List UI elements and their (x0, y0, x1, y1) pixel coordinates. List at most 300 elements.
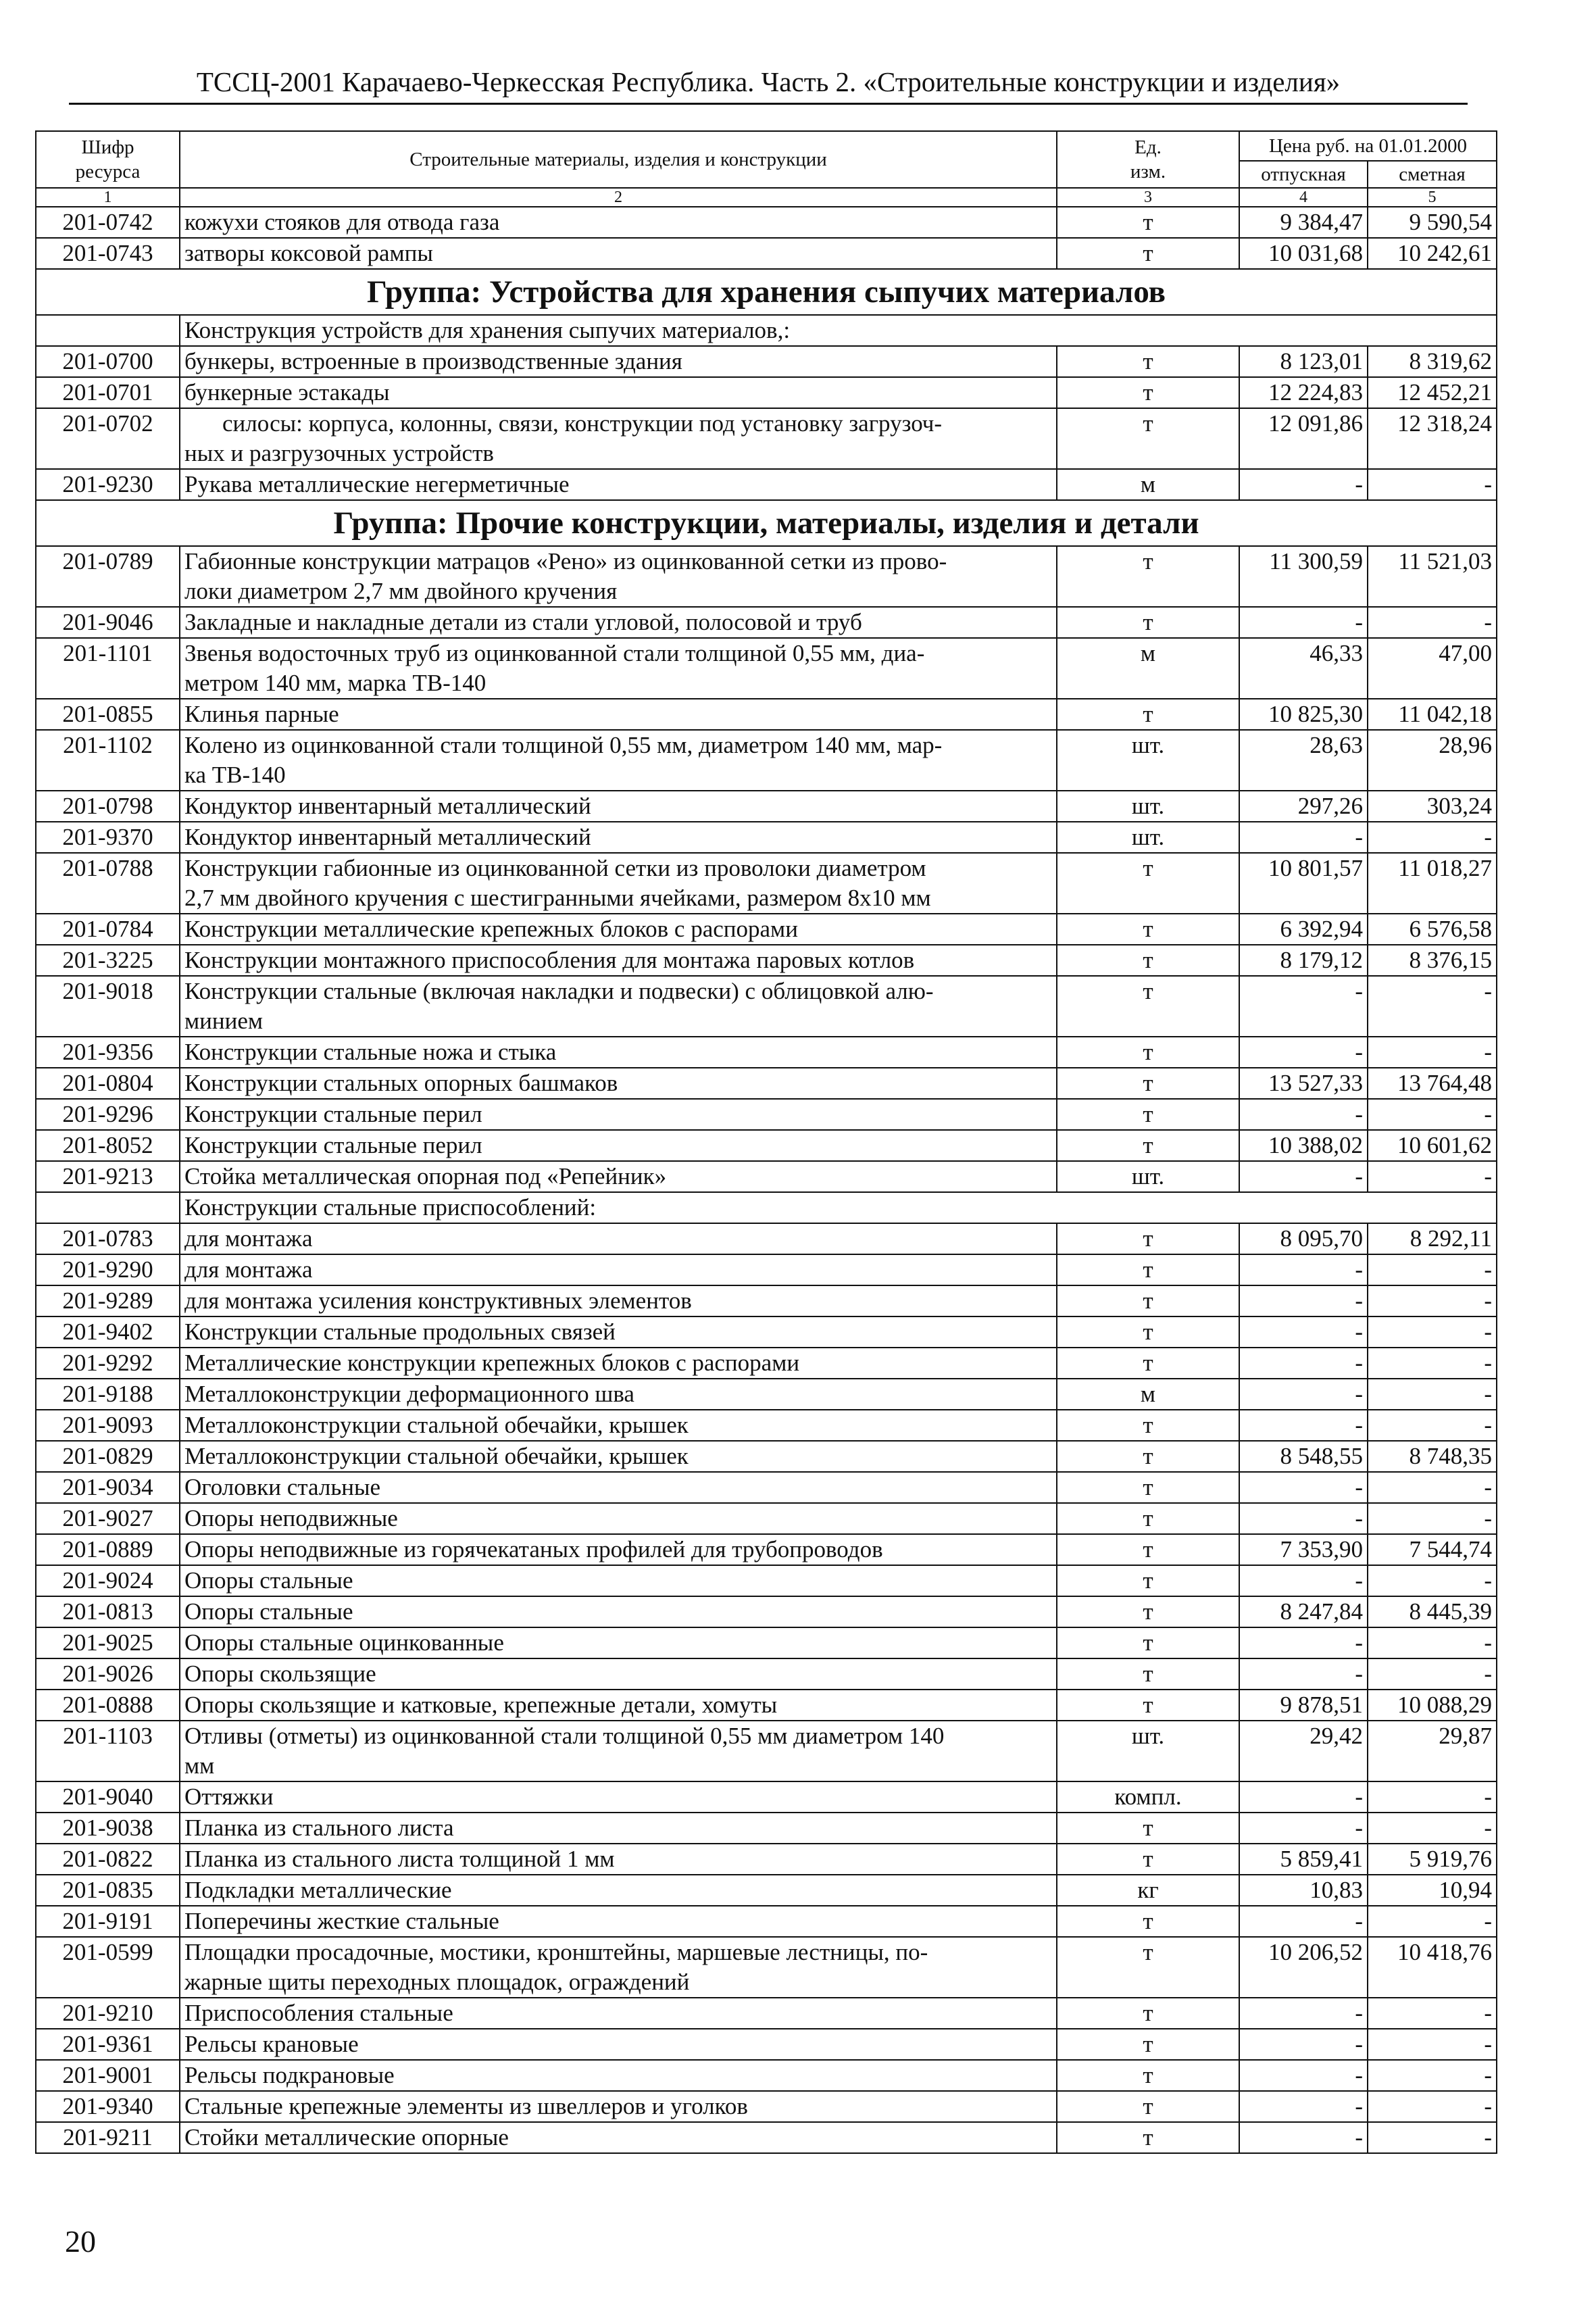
release-price: 12 224,83 (1239, 377, 1368, 408)
description-line: мм (184, 1752, 215, 1779)
estimate-price: 8 376,15 (1368, 945, 1497, 976)
table-row (36, 1254, 1497, 1285)
table-row (36, 207, 1497, 238)
release-price: - (1239, 1472, 1368, 1503)
resource-code: 201-9093 (36, 1410, 180, 1441)
resource-code: 201-9188 (36, 1379, 180, 1410)
item-description (180, 730, 1057, 791)
release-price: - (1239, 2060, 1368, 2091)
item-description (180, 1721, 1057, 1781)
release-price: - (1239, 1099, 1368, 1130)
item-description (180, 2091, 1057, 2122)
item-description (180, 1534, 1057, 1565)
estimate-price: 8 748,35 (1368, 1441, 1497, 1472)
group-header-row (36, 269, 1497, 315)
table-row (36, 945, 1497, 976)
description-line: затворы коксовой рампы (184, 240, 433, 266)
release-price: - (1239, 1410, 1368, 1441)
item-description (180, 1503, 1057, 1534)
description-line: Звенья водосточных труб из оцинкованной стали толщиной 0,55 мм, диа- (184, 640, 925, 666)
description-line: Кондуктор инвентарный металлический (184, 793, 591, 819)
unit-cell: т (1057, 1472, 1239, 1503)
resource-code: 201-0700 (36, 346, 180, 377)
resource-code: 201-9289 (36, 1285, 180, 1316)
estimate-price: - (1368, 1565, 1497, 1596)
resource-code: 201-9296 (36, 1099, 180, 1130)
unit-cell: шт. (1057, 822, 1239, 853)
table-row (36, 1596, 1497, 1627)
estimate-price: - (1368, 1906, 1497, 1937)
unit-cell: т (1057, 1130, 1239, 1161)
release-price: - (1239, 1161, 1368, 1192)
table-row (36, 730, 1497, 791)
item-description (180, 1844, 1057, 1875)
resource-code: 201-0829 (36, 1441, 180, 1472)
table-row (36, 1690, 1497, 1721)
unit-cell: т (1057, 976, 1239, 1037)
item-description (180, 1223, 1057, 1254)
release-price: 10 825,30 (1239, 699, 1368, 730)
estimate-price: - (1368, 1813, 1497, 1844)
item-description (180, 1658, 1057, 1690)
unit-cell: шт. (1057, 1161, 1239, 1192)
description-line: Кондуктор инвентарный металлический (184, 824, 591, 850)
description-line: для монтажа усиления конструктивных элементов (184, 1287, 692, 1314)
item-description (180, 1472, 1057, 1503)
estimate-price: - (1368, 2091, 1497, 2122)
unit-cell: т (1057, 2029, 1239, 2060)
resource-code: 201-9356 (36, 1037, 180, 1068)
item-description (180, 1813, 1057, 1844)
group-header-row (36, 500, 1497, 546)
resource-code: 201-1101 (36, 638, 180, 699)
unit-cell: т (1057, 1410, 1239, 1441)
item-description (180, 1161, 1057, 1192)
description-line: Опоры стальные (184, 1567, 353, 1594)
release-price: 10 206,52 (1239, 1937, 1368, 1998)
estimate-price: - (1368, 1998, 1497, 2029)
estimate-price: 5 919,76 (1368, 1844, 1497, 1875)
resource-code: 201-0743 (36, 238, 180, 269)
resource-code: 201-0804 (36, 1068, 180, 1099)
description-line: Опоры неподвижные (184, 1505, 398, 1531)
release-price: 8 548,55 (1239, 1441, 1368, 1472)
table-row (36, 1285, 1497, 1316)
item-description (180, 207, 1057, 238)
item-description (180, 1410, 1057, 1441)
description-line: Конструкции габионные из оцинкованной сетки из проволоки диаметром (184, 855, 926, 881)
estimate-price: - (1368, 1316, 1497, 1348)
description-line: Рельсы подкрановые (184, 2062, 395, 2088)
estimate-price: - (1368, 2122, 1497, 2153)
estimate-price: - (1368, 607, 1497, 638)
unit-cell: т (1057, 2060, 1239, 2091)
description-line: Планка из стального листа толщиной 1 мм (184, 1846, 615, 1872)
item-description (180, 1316, 1057, 1348)
unit-cell: т (1057, 1316, 1239, 1348)
table-row (36, 2122, 1497, 2153)
item-description (180, 853, 1057, 914)
resource-code: 201-9211 (36, 2122, 180, 2153)
release-price: 10 031,68 (1239, 238, 1368, 269)
estimate-price: 9 590,54 (1368, 207, 1497, 238)
col-head-release: отпускная (1239, 161, 1368, 188)
resource-code: 201-9040 (36, 1781, 180, 1813)
resource-code: 201-9018 (36, 976, 180, 1037)
estimate-price: - (1368, 1627, 1497, 1658)
description-line: Конструкции стальные перил (184, 1101, 482, 1127)
description-line: жарные щиты переходных площадок, ограждений (184, 1969, 690, 1995)
table-row (36, 976, 1497, 1037)
unit-cell: т (1057, 1658, 1239, 1690)
col-head-unit-line1: Ед. (1134, 137, 1162, 158)
resource-code: 201-0798 (36, 791, 180, 822)
unit-cell: т (1057, 853, 1239, 914)
release-price: 13 527,33 (1239, 1068, 1368, 1099)
item-description (180, 1037, 1057, 1068)
resource-code: 201-0888 (36, 1690, 180, 1721)
release-price: 6 392,94 (1239, 914, 1368, 945)
table-row (36, 853, 1497, 914)
item-description (180, 1565, 1057, 1596)
release-price: - (1239, 1379, 1368, 1410)
unit-cell: т (1057, 1099, 1239, 1130)
col-number-5: 5 (1368, 188, 1497, 207)
description-line: Металлические конструкции крепежных блоков с распорами (184, 1350, 800, 1376)
unit-cell: т (1057, 2091, 1239, 2122)
table-row (36, 1875, 1497, 1906)
estimate-price: - (1368, 822, 1497, 853)
description-line: Конструкции стальные ножа и стыка (184, 1039, 557, 1065)
resource-code: 201-0788 (36, 853, 180, 914)
description-line: для монтажа (184, 1256, 313, 1283)
release-price: 9 878,51 (1239, 1690, 1368, 1721)
resource-code: 201-9038 (36, 1813, 180, 1844)
description-line: Конструкции монтажного приспособления для монтажа паровых котлов (184, 947, 915, 973)
item-description (180, 1254, 1057, 1285)
unit-cell: т (1057, 945, 1239, 976)
release-price: - (1239, 1254, 1368, 1285)
item-description (180, 699, 1057, 730)
item-description (180, 914, 1057, 945)
estimate-price: - (1368, 1410, 1497, 1441)
description-line: Металлоконструкции стальной обечайки, крышек (184, 1412, 689, 1438)
resource-code: 201-9034 (36, 1472, 180, 1503)
description-line: Опоры стальные оцинкованные (184, 1629, 504, 1656)
table-row (36, 2091, 1497, 2122)
item-description (180, 1906, 1057, 1937)
table-row (36, 699, 1497, 730)
estimate-price: 10 088,29 (1368, 1690, 1497, 1721)
unit-cell: шт. (1057, 1721, 1239, 1781)
unit-cell: т (1057, 1937, 1239, 1998)
unit-cell: т (1057, 1068, 1239, 1099)
resource-code: 201-1103 (36, 1721, 180, 1781)
release-price: 10 388,02 (1239, 1130, 1368, 1161)
unit-cell: т (1057, 914, 1239, 945)
unit-cell: т (1057, 1285, 1239, 1316)
release-price: - (1239, 1813, 1368, 1844)
description-line: для монтажа (184, 1225, 313, 1252)
estimate-price: 11 521,03 (1368, 546, 1497, 607)
table-row (36, 1781, 1497, 1813)
resource-code: 201-9024 (36, 1565, 180, 1596)
resource-code: 201-0701 (36, 377, 180, 408)
release-price: 10,83 (1239, 1875, 1368, 1906)
unit-cell: т (1057, 1627, 1239, 1658)
description-line: ка ТВ-140 (184, 762, 286, 788)
table-row (36, 1534, 1497, 1565)
item-description (180, 238, 1057, 269)
estimate-price: 28,96 (1368, 730, 1497, 791)
release-price: - (1239, 1316, 1368, 1348)
estimate-price: 303,24 (1368, 791, 1497, 822)
resource-code: 201-9027 (36, 1503, 180, 1534)
table-row (36, 1037, 1497, 1068)
table-row (36, 1379, 1497, 1410)
table-row (36, 914, 1497, 945)
estimate-price: - (1368, 1161, 1497, 1192)
release-price: - (1239, 1906, 1368, 1937)
unit-cell: т (1057, 1813, 1239, 1844)
release-price: 29,42 (1239, 1721, 1368, 1781)
table-row (36, 1998, 1497, 2029)
item-description (180, 346, 1057, 377)
estimate-price: - (1368, 1285, 1497, 1316)
release-price: 12 091,86 (1239, 408, 1368, 469)
table-row (36, 1565, 1497, 1596)
release-price: - (1239, 1998, 1368, 2029)
release-price: - (1239, 469, 1368, 500)
estimate-price: 10,94 (1368, 1875, 1497, 1906)
unit-cell: т (1057, 1348, 1239, 1379)
resource-code: 201-9292 (36, 1348, 180, 1379)
description-line: Стальные крепежные элементы из швеллеров и уголков (184, 2093, 748, 2119)
table-head (36, 131, 1497, 207)
col-head-code-line1: Шифр (81, 137, 134, 158)
unit-cell: т (1057, 1690, 1239, 1721)
estimate-price: 29,87 (1368, 1721, 1497, 1781)
estimate-price: 10 242,61 (1368, 238, 1497, 269)
item-description (180, 2122, 1057, 2153)
unit-cell: шт. (1057, 791, 1239, 822)
group-title: Группа: Прочие конструкции, материалы, изделия и детали (36, 500, 1497, 546)
table-row (36, 1223, 1497, 1254)
subheading-text: Конструкция устройств для хранения сыпучих материалов,: (180, 315, 1497, 346)
resource-code: 201-9210 (36, 1998, 180, 2029)
release-price: - (1239, 976, 1368, 1037)
resource-code: 201-0702 (36, 408, 180, 469)
description-line: Оголовки стальные (184, 1474, 381, 1500)
table-row (36, 1441, 1497, 1472)
resource-code: 201-3225 (36, 945, 180, 976)
unit-cell: т (1057, 1254, 1239, 1285)
estimate-price: 10 601,62 (1368, 1130, 1497, 1161)
col-head-name: Строительные материалы, изделия и конструкции (180, 131, 1057, 188)
resource-code: 201-0813 (36, 1596, 180, 1627)
release-price: - (1239, 1565, 1368, 1596)
item-description (180, 1627, 1057, 1658)
item-description (180, 1348, 1057, 1379)
item-description (180, 1937, 1057, 1998)
resource-code: 201-9191 (36, 1906, 180, 1937)
description-line: Рукава металлические негерметичные (184, 471, 570, 497)
table-row (36, 1316, 1497, 1348)
estimate-price: 47,00 (1368, 638, 1497, 699)
estimate-price: - (1368, 1037, 1497, 1068)
col-head-price: Цена руб. на 01.01.2000 (1239, 131, 1497, 161)
table-row (36, 377, 1497, 408)
table-row (36, 1658, 1497, 1690)
unit-cell: т (1057, 1503, 1239, 1534)
table-row (36, 1068, 1497, 1099)
estimate-price: - (1368, 1348, 1497, 1379)
description-line: Поперечины жесткие стальные (184, 1908, 499, 1934)
resource-code: 201-9340 (36, 2091, 180, 2122)
table-row (36, 1721, 1497, 1781)
resource-code: 201-9370 (36, 822, 180, 853)
resource-code: 201-9402 (36, 1316, 180, 1348)
estimate-price: 11 042,18 (1368, 699, 1497, 730)
unit-cell: м (1057, 638, 1239, 699)
release-price: - (1239, 1285, 1368, 1316)
item-description (180, 408, 1057, 469)
table-row (36, 638, 1497, 699)
release-price: 9 384,47 (1239, 207, 1368, 238)
description-line: бункеры, встроенные в производственные здания (184, 348, 682, 374)
description-line: Колено из оцинкованной стали толщиной 0,55 мм, диаметром 140 мм, мар- (184, 732, 943, 758)
release-price: 8 179,12 (1239, 945, 1368, 976)
description-line: Приспособления стальные (184, 2000, 453, 2026)
description-line: силосы: корпуса, колонны, связи, конструкции под установку загрузоч- (222, 410, 943, 437)
estimate-price: 7 544,74 (1368, 1534, 1497, 1565)
release-price: - (1239, 1658, 1368, 1690)
estimate-price: 10 418,76 (1368, 1937, 1497, 1998)
description-line: кожухи стояков для отвода газа (184, 209, 500, 235)
release-price: 8 247,84 (1239, 1596, 1368, 1627)
item-description (180, 976, 1057, 1037)
estimate-price: 13 764,48 (1368, 1068, 1497, 1099)
item-description (180, 1875, 1057, 1906)
description-line: Закладные и накладные детали из стали угловой, полосовой и труб (184, 609, 862, 635)
item-description (180, 546, 1057, 607)
unit-cell: т (1057, 1037, 1239, 1068)
resource-code: 201-9290 (36, 1254, 180, 1285)
subheading-row (36, 1192, 1497, 1223)
estimate-price: - (1368, 2029, 1497, 2060)
col-number-2: 2 (180, 188, 1057, 207)
unit-cell: шт. (1057, 730, 1239, 791)
unit-cell: т (1057, 2122, 1239, 2153)
resource-code: 201-0789 (36, 546, 180, 607)
col-head-unit (1057, 131, 1239, 188)
unit-cell: т (1057, 1565, 1239, 1596)
resource-code: 201-0835 (36, 1875, 180, 1906)
release-price: - (1239, 822, 1368, 853)
unit-cell: компл. (1057, 1781, 1239, 1813)
resource-code: 201-0742 (36, 207, 180, 238)
resource-code: 201-9213 (36, 1161, 180, 1192)
table-row (36, 791, 1497, 822)
description-line: Стойка металлическая опорная под «Репейник» (184, 1163, 667, 1189)
resource-code: 201-0855 (36, 699, 180, 730)
table-row (36, 1130, 1497, 1161)
item-description (180, 822, 1057, 853)
col-head-code-line2: ресурса (75, 161, 141, 182)
table-row (36, 1161, 1497, 1192)
unit-cell: т (1057, 377, 1239, 408)
unit-cell: т (1057, 1596, 1239, 1627)
table-row (36, 607, 1497, 638)
subheading-code-cell (36, 1192, 180, 1223)
item-description (180, 377, 1057, 408)
unit-cell: т (1057, 1844, 1239, 1875)
col-head-code (36, 131, 180, 188)
description-line: Планка из стального листа (184, 1815, 454, 1841)
item-description (180, 1781, 1057, 1813)
unit-cell: т (1057, 1441, 1239, 1472)
col-number-4: 4 (1239, 188, 1368, 207)
description-line: бункерные эстакады (184, 379, 390, 405)
release-price: 5 859,41 (1239, 1844, 1368, 1875)
resource-code: 201-0822 (36, 1844, 180, 1875)
description-line: Площадки просадочные, мостики, кронштейны, маршевые лестницы, по- (184, 1939, 928, 1965)
table-row (36, 469, 1497, 500)
description-line: Конструкции металлические крепежных блоков с распорами (184, 916, 798, 942)
description-line: метром 140 мм, марка ТВ-140 (184, 670, 487, 696)
table-row (36, 1348, 1497, 1379)
release-price: - (1239, 1503, 1368, 1534)
item-description (180, 1285, 1057, 1316)
item-description (180, 1379, 1057, 1410)
table-row (36, 1627, 1497, 1658)
release-price: - (1239, 2091, 1368, 2122)
estimate-price: 8 292,11 (1368, 1223, 1497, 1254)
release-price: 8 095,70 (1239, 1223, 1368, 1254)
description-line: Стойки металлические опорные (184, 2124, 509, 2150)
unit-cell: т (1057, 699, 1239, 730)
table-row (36, 2060, 1497, 2091)
description-line: Оттяжки (184, 1783, 274, 1810)
unit-cell: т (1057, 1906, 1239, 1937)
description-line: Конструкции стальные (включая накладки и подвески) с облицовкой алю- (184, 978, 934, 1004)
table-row (36, 1813, 1497, 1844)
estimate-price: - (1368, 1099, 1497, 1130)
table-row (36, 346, 1497, 377)
unit-cell: кг (1057, 1875, 1239, 1906)
estimate-price: - (1368, 1472, 1497, 1503)
release-price: 297,26 (1239, 791, 1368, 822)
item-description (180, 469, 1057, 500)
release-price: 28,63 (1239, 730, 1368, 791)
release-price: - (1239, 607, 1368, 638)
table-row (36, 408, 1497, 469)
unit-cell: т (1057, 1534, 1239, 1565)
estimate-price: 8 445,39 (1368, 1596, 1497, 1627)
release-price: - (1239, 1037, 1368, 1068)
release-price: - (1239, 2122, 1368, 2153)
estimate-price: 8 319,62 (1368, 346, 1497, 377)
unit-cell: т (1057, 1223, 1239, 1254)
estimate-price: 11 018,27 (1368, 853, 1497, 914)
release-price: 46,33 (1239, 638, 1368, 699)
release-price: 7 353,90 (1239, 1534, 1368, 1565)
unit-cell: т (1057, 207, 1239, 238)
estimate-price: - (1368, 1503, 1497, 1534)
price-table (35, 130, 1497, 2154)
description-line: минием (184, 1008, 264, 1034)
description-line: Конструкции стальные перил (184, 1132, 482, 1158)
